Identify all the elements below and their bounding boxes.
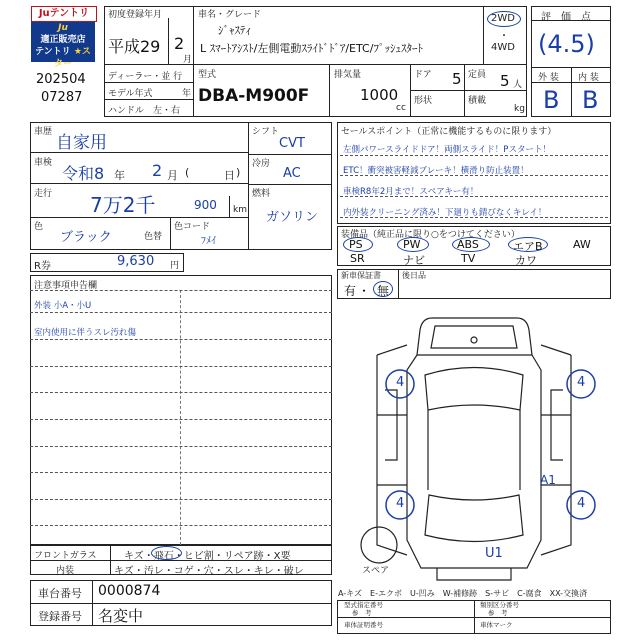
note-line-2: 室内使用に伴うスレ汚れ傷 bbox=[34, 328, 137, 338]
class-number-label: 類別区分番号 bbox=[480, 601, 519, 609]
warranty-no: 無 bbox=[377, 284, 390, 298]
model-year-unit: 年 bbox=[182, 89, 192, 99]
color-code-label: 色コード bbox=[174, 222, 211, 232]
drive-4wd: 4WD bbox=[491, 42, 515, 53]
exterior-grade: B bbox=[543, 86, 560, 114]
damage-mark-u1: U1 bbox=[485, 546, 503, 561]
color-swap-label: 色替 bbox=[144, 232, 163, 242]
grade-score: (4.5) bbox=[538, 30, 595, 58]
inspection-month-unit: 月 bbox=[167, 169, 178, 182]
dealer-badge bbox=[31, 22, 95, 69]
color-value: ブラック bbox=[60, 230, 112, 245]
equip-pw-circle bbox=[397, 237, 429, 252]
mileage-km: 900 bbox=[194, 198, 217, 212]
first-registration-era: 平成29 bbox=[108, 37, 161, 56]
inspection-paren-close: ) bbox=[236, 166, 241, 179]
notes-box bbox=[30, 275, 332, 545]
notes-label: 注意事項申告欄 bbox=[34, 281, 98, 291]
registration-value: 名変中 bbox=[98, 607, 144, 625]
spare-tire-icon bbox=[361, 527, 397, 563]
reference-1: 参 考 bbox=[352, 609, 372, 617]
reference-2: 参 考 bbox=[488, 609, 508, 617]
displacement-label: 排気量 bbox=[334, 70, 362, 80]
mileage-value: 7万2千 bbox=[90, 193, 156, 217]
badge-line-2: 適正販売店 bbox=[40, 35, 86, 45]
shift-value: CVT bbox=[279, 136, 305, 151]
fuel-label: 燃料 bbox=[252, 189, 271, 199]
equip-abs-circle bbox=[452, 237, 490, 252]
warranty-sep: ・ bbox=[358, 284, 371, 298]
sales-points-label: セールスポイント（正常に機能するものに限ります） bbox=[341, 127, 557, 137]
sales-point-2: ETC！衝突被害軽減ブレーキ！横滑り防止装置！ bbox=[343, 166, 529, 176]
inspection-label: 車検 bbox=[34, 158, 53, 168]
equip-aw: AW bbox=[573, 238, 591, 251]
first-registration-month: 2 bbox=[174, 34, 185, 53]
first-registration-label: 初度登録年月 bbox=[108, 10, 163, 20]
color-label: 色 bbox=[34, 222, 44, 232]
lot-number-2: 07287 bbox=[41, 90, 83, 105]
spare-label: スペア bbox=[362, 566, 390, 576]
registration-label: 登録番号 bbox=[38, 610, 82, 623]
equip-leather: カワ bbox=[515, 254, 537, 267]
tire-front-right: 4 bbox=[577, 375, 586, 390]
warranty-yes: 有 bbox=[344, 284, 357, 298]
interior-grade: B bbox=[582, 86, 599, 114]
windshield-label: フロントガラス bbox=[34, 551, 97, 561]
mileage-km-unit: km bbox=[233, 205, 247, 215]
model-type-value: DBA-M900F bbox=[198, 86, 310, 106]
windshield-chip-circle bbox=[151, 546, 182, 560]
doors-value: 5 bbox=[452, 70, 462, 88]
equip-ps: PS bbox=[349, 238, 363, 251]
recycle-value: 9,630 bbox=[117, 254, 155, 269]
color-code: ﾌﾒｲ bbox=[201, 236, 216, 247]
car-name-label: 車名・グレード bbox=[198, 10, 262, 20]
capacity-label: 定員 bbox=[468, 70, 487, 80]
interior-row-options: キズ・汚レ・コゲ・穴・スレ・キレ・破レ bbox=[114, 566, 304, 577]
sales-point-3: 車検R8年2月まで！スペアキー有！ bbox=[343, 187, 479, 197]
displacement-value: 1000 bbox=[360, 86, 399, 104]
equip-airbag-circle bbox=[508, 237, 548, 252]
capacity-unit: 人 bbox=[513, 80, 523, 90]
ac-value: AC bbox=[283, 166, 301, 181]
doors-label: ドア bbox=[414, 70, 432, 80]
equipment-label: 装備品（純正品に限り○をつけてください） bbox=[341, 230, 520, 240]
usage-value: 自家用 bbox=[56, 133, 107, 153]
after-item-label: 後日品 bbox=[402, 271, 426, 280]
recycle-label: R券 bbox=[34, 261, 51, 272]
brand-logo: Juテントリ bbox=[31, 6, 97, 22]
model-year-label: モデル年式 bbox=[108, 89, 153, 99]
recycle-box bbox=[30, 253, 184, 272]
equip-airbag: エアB bbox=[513, 240, 543, 253]
equip-tv: TV bbox=[461, 252, 476, 265]
badge-line-1: Ju bbox=[58, 23, 68, 33]
handle-label: ハンドル 左・右 bbox=[108, 106, 181, 116]
tire-rear-left: 4 bbox=[396, 496, 405, 511]
fuel-value: ガソリン bbox=[266, 210, 319, 225]
note-line-1: 外装 小A・小U bbox=[34, 301, 92, 311]
mileage-label: 走行 bbox=[34, 189, 53, 199]
model-number-label: 型式指定番号 bbox=[344, 601, 383, 609]
usage-label: 車歴 bbox=[34, 127, 53, 137]
equip-pw: PW bbox=[403, 238, 421, 251]
warranty-no-circle bbox=[373, 281, 393, 297]
badge-line-3: テントリ bbox=[35, 47, 71, 57]
equip-abs: ABS bbox=[457, 238, 479, 251]
shift-label: シフト bbox=[252, 127, 280, 137]
lot-number-1: 202504 bbox=[36, 72, 86, 87]
load-label: 積載 bbox=[468, 96, 487, 106]
inspection-day-unit: 日 bbox=[224, 169, 235, 182]
model-type-label: 型式 bbox=[198, 70, 217, 80]
exterior-label: 外 装 bbox=[538, 73, 559, 83]
shape-label: 形状 bbox=[414, 96, 433, 106]
drive-dot: ・ bbox=[499, 31, 509, 42]
load-unit: kg bbox=[514, 104, 525, 114]
body-cert-label: 車体証明番号 bbox=[344, 621, 383, 629]
car-name: ｼﾞｬｽﾃｨ bbox=[218, 24, 251, 37]
capacity-value: 5 bbox=[500, 72, 510, 90]
car-grade: L ｽﾏｰﾄｱｼｽﾄ/左側電動ｽﾗｲﾄﾞﾄﾞｱ/ETC/ﾌﾟｯｼｭｽﾀｰﾄ bbox=[200, 42, 423, 55]
displacement-unit: cc bbox=[396, 103, 406, 113]
equip-navi: ナビ bbox=[403, 254, 425, 267]
badge-line-4: ★スター bbox=[53, 47, 91, 69]
recycle-unit: 円 bbox=[170, 261, 180, 271]
inspection-year-unit: 年 bbox=[114, 169, 125, 182]
ac-label: 冷房 bbox=[252, 159, 271, 169]
grade-label: 評 価 点 bbox=[541, 12, 591, 23]
windshield-options: キズ・飛石・ヒビ割・リペア跡・X要 bbox=[124, 551, 291, 562]
damage-mark-a1: A1 bbox=[540, 473, 556, 487]
inspection-month: 2 bbox=[152, 161, 163, 180]
interior-label: 内 装 bbox=[578, 73, 599, 83]
car-damage-diagram bbox=[337, 300, 611, 586]
chassis-value: 0000874 bbox=[98, 583, 161, 599]
interior-row-label: 内装 bbox=[56, 566, 75, 576]
dealer-label: ディーラー・並 行 bbox=[108, 72, 183, 82]
damage-legend: A-キズ E-エクボ U-凹み W-補修跡 S-サビ C-腐食 XX-交換済 bbox=[338, 589, 588, 598]
drive-2wd: 2WD bbox=[491, 13, 515, 24]
equip-sr: SR bbox=[350, 252, 365, 265]
sales-point-4: 内外装クリーニング済み！下廻りも錆びなくキレイ！ bbox=[343, 208, 547, 218]
inspection-paren-open: ( bbox=[185, 166, 190, 179]
tire-rear-right: 4 bbox=[577, 496, 586, 511]
first-registration-month-unit: 月 bbox=[183, 55, 193, 65]
body-mark-label: 車体マーク bbox=[480, 621, 513, 629]
chassis-label: 車台番号 bbox=[38, 587, 82, 600]
warranty-label: 新車保証書 bbox=[341, 271, 381, 280]
inspection-era: 令和8 bbox=[62, 164, 105, 183]
sales-point-1: 左側パワースライドドア！両側スライド！Pスタート！ bbox=[343, 145, 551, 155]
tire-front-left: 4 bbox=[396, 375, 405, 390]
equip-ps-circle bbox=[343, 237, 373, 252]
